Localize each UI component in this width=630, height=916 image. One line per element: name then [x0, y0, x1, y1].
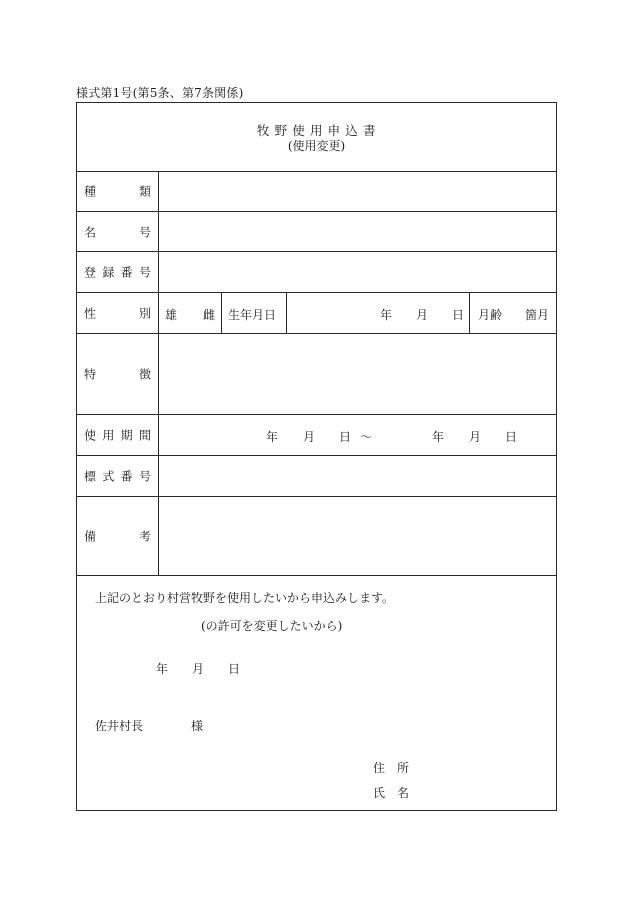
label-char: 録: [102, 265, 115, 280]
label-cell-registration: [77, 252, 159, 292]
age-unit: 箇月: [525, 308, 550, 322]
label-char: 考: [138, 529, 151, 544]
label-sex: [84, 305, 151, 322]
row-sex: [77, 293, 556, 334]
label-char: 号: [138, 265, 151, 280]
label-char: 登: [84, 265, 97, 280]
age-label: 月齢: [478, 308, 503, 322]
label-registration: [84, 264, 151, 281]
label-cell-kind: [77, 171, 159, 211]
name-field[interactable]: [159, 212, 556, 251]
birthdate-label-cell: [222, 293, 287, 333]
date-day-unit: 日: [228, 662, 241, 676]
male-option[interactable]: 雄: [165, 308, 178, 322]
end-month-unit: 月: [469, 430, 482, 444]
row-tag: [77, 456, 556, 497]
label-char: 徴: [138, 367, 151, 382]
label-char: 性: [84, 306, 97, 321]
label-cell-tag: [77, 456, 159, 496]
start-year-unit: 年: [266, 430, 279, 444]
period-tilde: 〜: [360, 430, 373, 444]
application-form: [76, 102, 557, 811]
label-char: 号: [138, 469, 151, 484]
label-name: [84, 223, 151, 240]
row-features: [77, 334, 556, 415]
kind-field[interactable]: [159, 171, 556, 211]
label-period: [84, 427, 151, 444]
declaration-note: (の許可を変更したいから): [201, 619, 343, 633]
start-day-unit: 日: [339, 430, 352, 444]
addressee: 佐井村長: [95, 719, 144, 733]
row-period: [77, 415, 556, 456]
label-char: 類: [138, 184, 151, 199]
address-label-char: 所: [397, 761, 410, 775]
label-char: 特: [84, 367, 97, 382]
label-cell-sex: [77, 293, 159, 333]
birth-month-unit: 月: [416, 308, 429, 322]
label-char: 備: [84, 529, 97, 544]
form-number-label: 様式第1号(第5条、第7条関係): [76, 86, 244, 100]
female-option[interactable]: 雌: [203, 308, 216, 322]
label-char: 間: [138, 428, 151, 443]
registration-field[interactable]: [159, 252, 556, 292]
label-char: 別: [138, 306, 151, 321]
birthdate-label: 生年月日: [228, 308, 277, 322]
sex-row-content: [159, 293, 556, 333]
end-day-unit: 日: [505, 430, 518, 444]
row-remarks: [77, 497, 556, 576]
period-field[interactable]: [159, 415, 556, 455]
form-title: 牧 野 使 用 申 込 書: [256, 123, 377, 138]
label-char: 号: [138, 225, 151, 239]
remarks-field[interactable]: [159, 497, 556, 575]
label-features: [84, 366, 151, 383]
name-label-char: 氏: [373, 786, 386, 800]
label-char: 使: [84, 428, 97, 443]
name-label-char: 名: [397, 786, 410, 800]
start-month-unit: 月: [303, 430, 316, 444]
honorific: 様: [191, 719, 204, 733]
declaration-block: [77, 576, 556, 810]
label-char: 名: [84, 225, 97, 239]
label-char: 番: [120, 265, 133, 280]
form-subtitle: (使用変更): [287, 139, 346, 153]
birth-year-unit: 年: [380, 308, 393, 322]
address-label-char: 住: [373, 761, 386, 775]
label-kind: [84, 183, 151, 200]
label-char: 期: [120, 428, 133, 443]
end-year-unit: 年: [432, 430, 445, 444]
label-cell-remarks: [77, 497, 159, 575]
birth-day-unit: 日: [452, 308, 465, 322]
row-name: [77, 212, 556, 252]
label-char: 標: [84, 469, 97, 484]
title-block: [77, 103, 556, 172]
label-char: 式: [102, 469, 115, 484]
label-char: 番: [120, 469, 133, 484]
label-cell-period: [77, 415, 159, 455]
label-remarks: [84, 528, 151, 545]
label-tag: [84, 468, 151, 485]
date-month-unit: 月: [192, 662, 205, 676]
row-registration: [77, 252, 556, 293]
row-kind: [77, 171, 556, 212]
features-field[interactable]: [159, 334, 556, 414]
birthdate-field[interactable]: [287, 293, 470, 333]
declaration-text: 上記のとおり村営牧野を使用したいから申込みします。: [95, 591, 395, 605]
label-cell-name: [77, 212, 159, 251]
age-field[interactable]: [470, 293, 556, 333]
label-char: 用: [102, 428, 115, 443]
sex-choice-cell[interactable]: [159, 293, 222, 333]
tag-field[interactable]: [159, 456, 556, 496]
date-year-unit: 年: [156, 662, 169, 676]
label-char: 種: [84, 184, 97, 199]
label-cell-features: [77, 334, 159, 414]
